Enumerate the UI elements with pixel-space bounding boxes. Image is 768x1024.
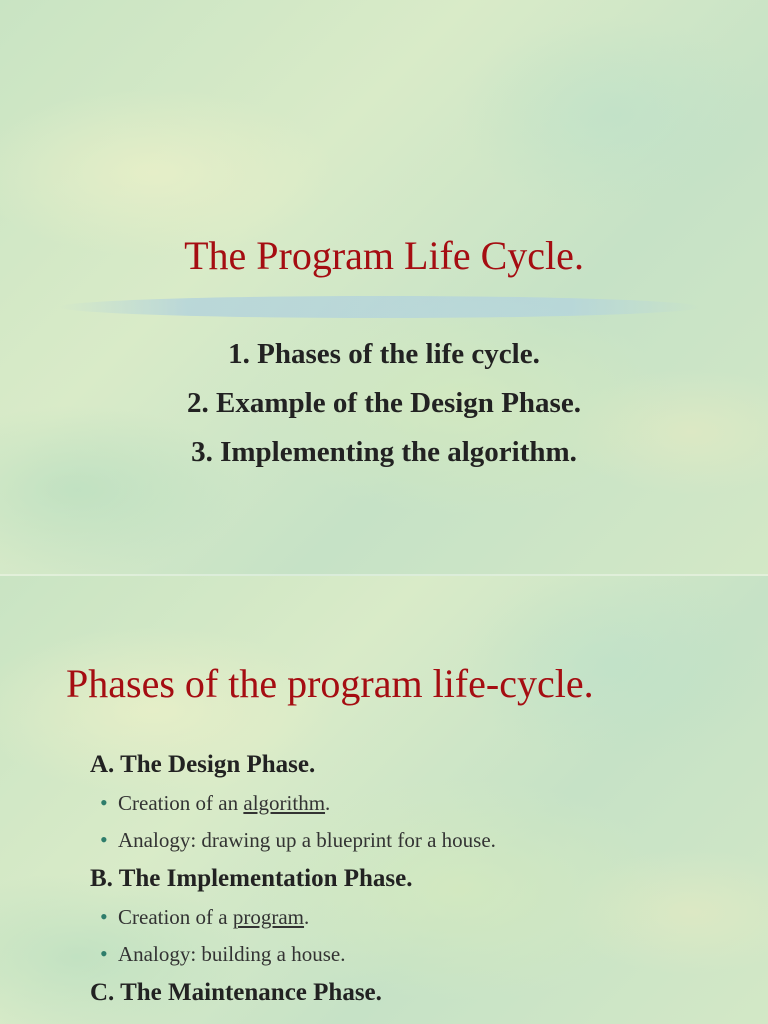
section-label: C. The Maintenance Phase. — [90, 979, 382, 1006]
agenda-item: 2. Example of the Design Phase. — [187, 387, 581, 419]
bullet-item — [100, 788, 746, 825]
decorative-swoosh — [60, 296, 700, 318]
program-link[interactable]: program — [232, 905, 305, 929]
slide-1-title-period: . — [573, 233, 584, 278]
slide-1-title-text: The Program Life Cycle — [184, 233, 574, 278]
section-maintenance-phase — [66, 976, 746, 1016]
bullet-dot-icon: • — [100, 790, 108, 815]
section-implementation-phase — [66, 862, 746, 902]
agenda-item: 1. Phases of the life cycle. — [228, 338, 540, 370]
bullet-dot-icon: • — [100, 827, 108, 852]
section-label: A. The Design Phase. — [90, 751, 316, 778]
slide-2-title-text: Phases of the program life-cycle — [66, 661, 584, 706]
bullet-text: Creation of an — [118, 791, 244, 815]
section-design-phase — [66, 748, 746, 788]
section-label: B. The Implementation Phase. — [90, 865, 413, 892]
slide-1-title — [0, 232, 768, 279]
bullet-text-end: . — [304, 905, 310, 929]
bullet-dot-icon: • — [100, 904, 108, 929]
phase-outline — [66, 748, 746, 1016]
bullet-text: Analogy: drawing up a blueprint for a house. — [118, 828, 496, 852]
agenda-item: 3. Implementing the algorithm. — [191, 436, 577, 468]
algorithm-link[interactable]: algorithm — [243, 791, 326, 815]
agenda-list — [0, 336, 768, 483]
slide-2-title — [66, 660, 594, 707]
bullet-item — [100, 825, 746, 862]
bullet-dot-icon: • — [100, 941, 108, 966]
slide-2 — [0, 576, 768, 1024]
bullet-text: Analogy: building a house. — [118, 942, 346, 966]
bullet-text: Creation of a — [118, 905, 233, 929]
slide-2-title-period: . — [583, 661, 594, 706]
bullet-item — [100, 902, 746, 939]
bullet-item — [100, 939, 746, 976]
bullet-text-end: . — [325, 791, 331, 815]
